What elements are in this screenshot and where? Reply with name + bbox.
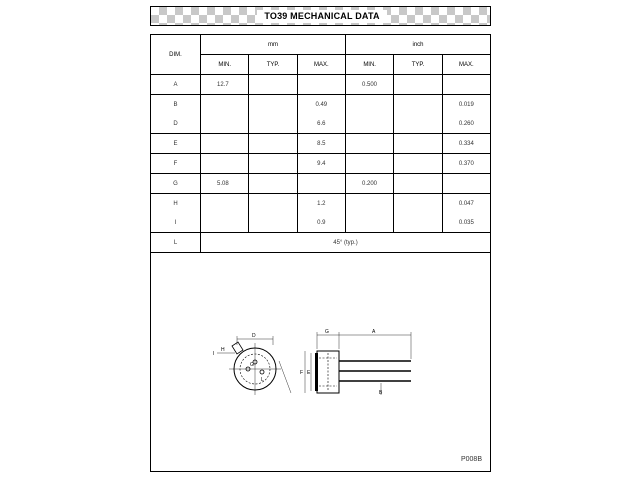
inch-max-cell: 0.260 — [442, 114, 490, 134]
label-l: L — [261, 377, 264, 383]
mm-typ-cell — [249, 194, 297, 214]
label-b: B — [379, 390, 383, 396]
mm-max-cell: 9.4 — [297, 154, 345, 174]
table-row — [151, 134, 491, 154]
title-banner — [150, 6, 491, 26]
mm-max-cell: 8.5 — [297, 134, 345, 154]
page-title: TO39 MECHANICAL DATA — [257, 10, 387, 23]
inch-max-cell: 0.370 — [442, 154, 490, 174]
inch-typ-cell — [394, 75, 442, 95]
inch-min-cell — [345, 95, 393, 115]
mm-max-cell: 0.49 — [297, 95, 345, 115]
package-drawing-svg — [151, 253, 492, 473]
table-row — [151, 95, 491, 115]
dim-cell: A — [151, 75, 201, 95]
inch-max-cell: 0.047 — [442, 194, 490, 214]
label-h: H — [221, 347, 225, 353]
inch-min-cell: 0.500 — [345, 75, 393, 95]
mm-min-cell — [201, 194, 249, 214]
mm-max-cell: 0.9 — [297, 213, 345, 233]
table-row — [151, 233, 491, 253]
dim-cell: L — [151, 233, 201, 253]
mm-typ-cell — [249, 95, 297, 115]
inch-min-cell: 0.200 — [345, 174, 393, 194]
mm-max-cell — [297, 174, 345, 194]
mm-header: mm — [201, 35, 346, 55]
inch-typ-cell — [394, 194, 442, 214]
bottom-view — [213, 333, 291, 395]
l-angle-cell: 45° (typ.) — [201, 233, 491, 253]
mm-typ-header: TYP. — [249, 55, 297, 75]
label-i: I — [213, 351, 215, 357]
mm-typ-cell — [249, 213, 297, 233]
mm-max-cell: 6.6 — [297, 114, 345, 134]
dim-cell: E — [151, 134, 201, 154]
dim-cell: G — [151, 174, 201, 194]
table-row — [151, 114, 491, 134]
mm-min-header: MIN. — [201, 55, 249, 75]
mm-min-cell — [201, 95, 249, 115]
table-row — [151, 75, 491, 95]
mm-max-header: MAX. — [297, 55, 345, 75]
mm-max-cell — [297, 75, 345, 95]
label-d: D — [252, 333, 256, 339]
label-a: A — [372, 329, 376, 335]
mm-typ-cell — [249, 114, 297, 134]
inch-min-cell — [345, 154, 393, 174]
mm-max-cell: 1.2 — [297, 194, 345, 214]
mm-typ-cell — [249, 154, 297, 174]
table-row — [151, 213, 491, 233]
inch-header: inch — [345, 35, 490, 55]
mm-min-cell — [201, 134, 249, 154]
table-row — [151, 174, 491, 194]
inch-typ-cell — [394, 154, 442, 174]
dim-cell: I — [151, 213, 201, 233]
dim-cell: H — [151, 194, 201, 214]
inch-typ-cell — [394, 95, 442, 115]
inch-max-cell — [442, 174, 490, 194]
table-subheader-row — [151, 55, 491, 75]
inch-typ-cell — [394, 174, 442, 194]
inch-max-cell: 0.035 — [442, 213, 490, 233]
drawing-code: P008B — [460, 456, 482, 463]
inch-min-cell — [345, 213, 393, 233]
inch-typ-cell — [394, 134, 442, 154]
inch-max-cell: 0.334 — [442, 134, 490, 154]
dim-cell: B — [151, 95, 201, 115]
mm-min-cell — [201, 114, 249, 134]
inch-min-cell — [345, 134, 393, 154]
label-short: G — [325, 329, 329, 335]
inch-max-cell — [442, 75, 490, 95]
side-view — [300, 329, 411, 396]
mechanical-drawing — [150, 252, 491, 472]
mm-min-cell — [201, 213, 249, 233]
can-flange — [315, 353, 318, 391]
label-e: E — [307, 370, 311, 376]
mm-min-cell: 12.7 — [201, 75, 249, 95]
label-g: G — [250, 362, 254, 368]
dim-line-g — [279, 361, 291, 393]
mm-typ-cell — [249, 75, 297, 95]
inch-min-header: MIN. — [345, 55, 393, 75]
mm-typ-cell — [249, 134, 297, 154]
inch-typ-cell — [394, 114, 442, 134]
dim-cell: D — [151, 114, 201, 134]
mm-typ-cell — [249, 174, 297, 194]
inch-max-cell: 0.019 — [442, 95, 490, 115]
table-row — [151, 154, 491, 174]
label-f: F — [300, 370, 304, 376]
inch-min-cell — [345, 194, 393, 214]
tab-key — [232, 342, 243, 354]
mm-min-cell: 5.08 — [201, 174, 249, 194]
dim-header: DIM. — [151, 35, 201, 75]
inch-typ-header: TYP. — [394, 55, 442, 75]
table-row — [151, 194, 491, 214]
pin-2 — [260, 370, 264, 374]
dim-cell: F — [151, 154, 201, 174]
inch-typ-cell — [394, 213, 442, 233]
mm-min-cell — [201, 154, 249, 174]
dimensions-table — [150, 34, 491, 253]
inch-min-cell — [345, 114, 393, 134]
inch-max-header: MAX. — [442, 55, 490, 75]
table-header-row — [151, 35, 491, 55]
